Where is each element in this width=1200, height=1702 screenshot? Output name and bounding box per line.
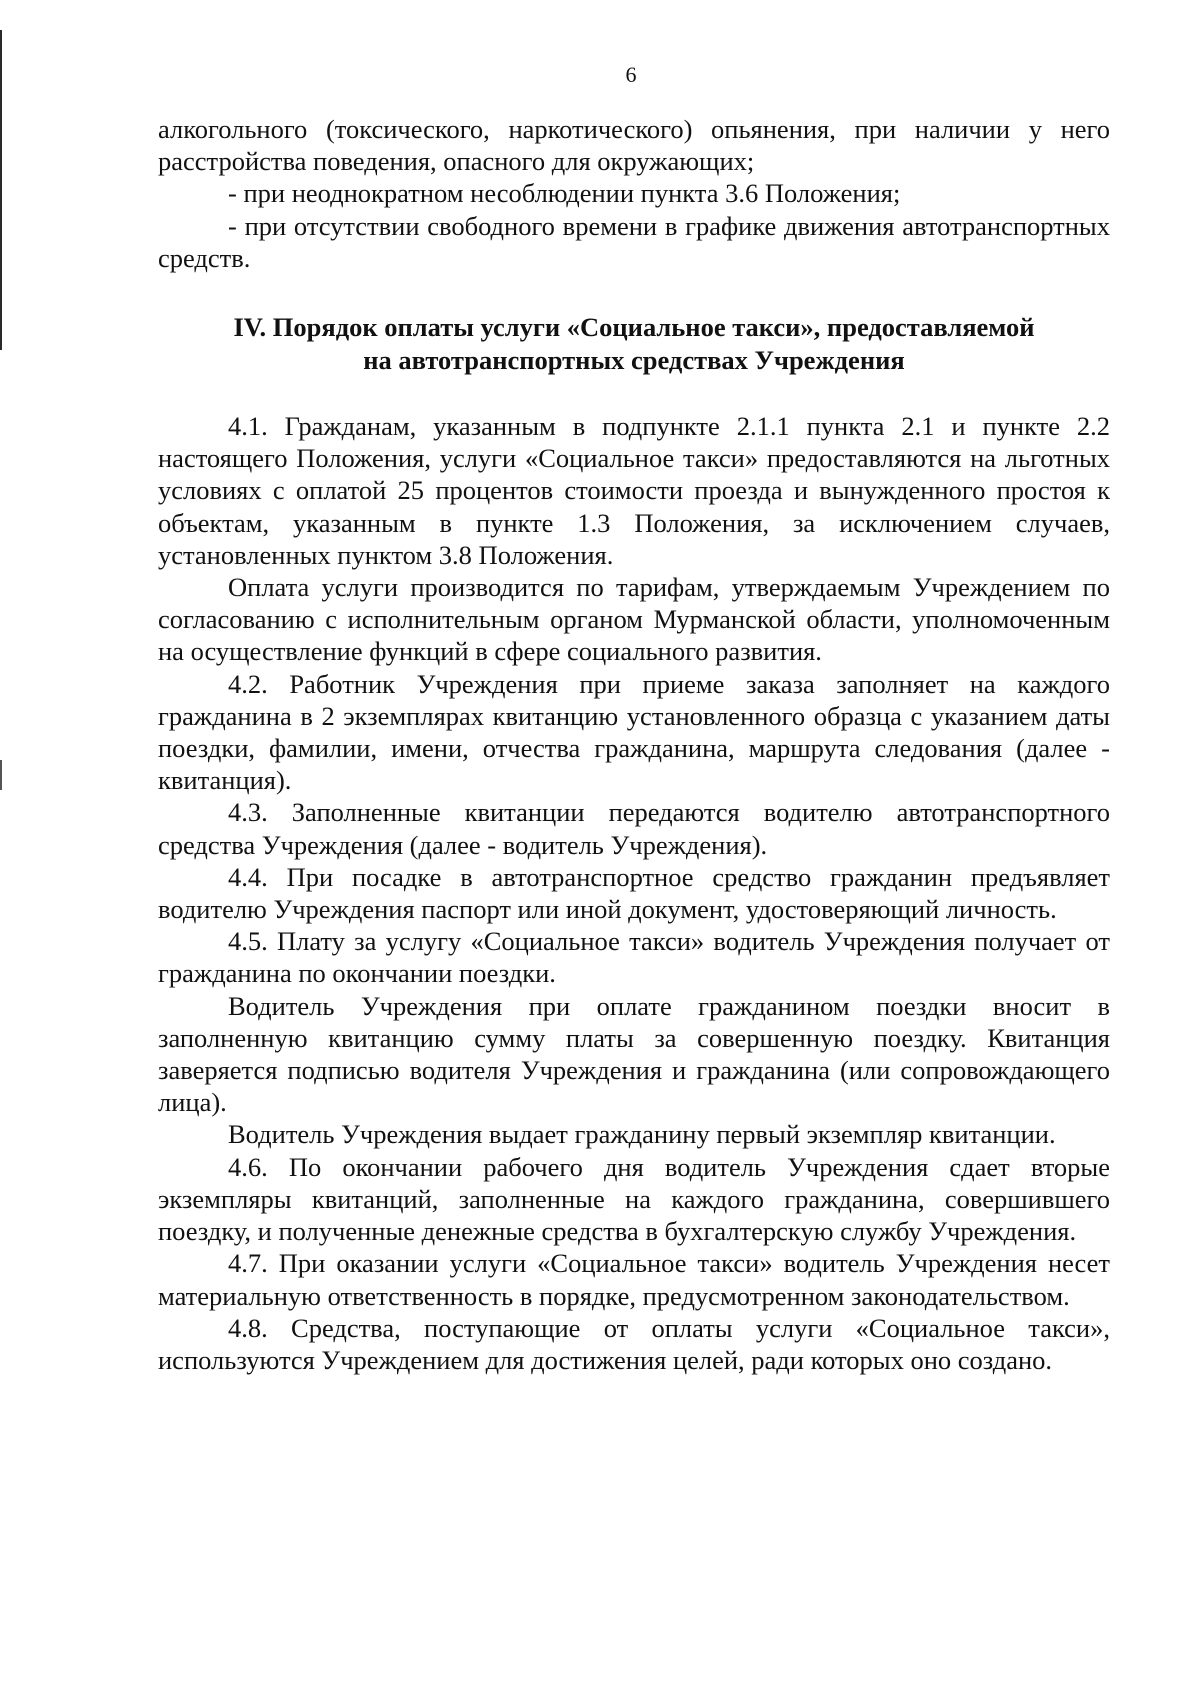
page-number: 6 bbox=[625, 62, 637, 87]
section-heading bbox=[158, 311, 1110, 377]
section-heading-line: IV. Порядок оплаты услуги «Социальное такси», предоставляемой bbox=[233, 312, 1035, 343]
paragraph-4-3: 4.3. Заполненные квитанции передаются водителю автотранспортного средства Учреждения (далее - водитель Учреждения). bbox=[158, 797, 1110, 860]
paragraph-4-8: 4.8. Средства, поступающие от оплаты услуги «Социальное такси», используются Учреждением для достижения целей, ради которых оно создано. bbox=[158, 1312, 1110, 1375]
list-item: - при отсутствии свободного времени в графике движения автотранспортных средств. bbox=[158, 210, 1110, 273]
paragraph: Оплата услуги производится по тарифам, утверждаемым Учреждением по согласованию с исполнительным органом Мурманской области, уполномоченным на осуществление функций в сфере социального развития. bbox=[158, 572, 1110, 667]
paragraph-4-5: 4.5. Плату за услугу «Социальное такси» водитель Учреждения получает от гражданина по окончании поездки. bbox=[158, 926, 1110, 989]
list-item: - при неоднократном несоблюдении пункта 3.6 Положения; bbox=[228, 178, 901, 209]
paragraph: алкогольного (токсического, наркотического) опьянения, при наличии у него расстройства поведения, опасного для окружающих; bbox=[158, 114, 1110, 177]
paragraph-4-4: 4.4. При посадке в автотранспортное средство гражданин предъявляет водителю Учреждения паспорт или иной документ, удостоверяющий личность. bbox=[158, 861, 1110, 925]
paragraph: Водитель Учреждения при оплате гражданином поездки вносит в заполненную квитанцию сумму платы за совершенную поездку. Квитанция заверяется подписью водителя Учреждения и гражданина (или сопровождающего лица). bbox=[158, 990, 1110, 1118]
paragraph-4-2: 4.2. Работник Учреждения при приеме заказа заполняет на каждого гражданина в 2 экземплярах квитанцию установленного образца с указанием даты поездки, фамилии, имени, отчества гражданина, маршрута следования (далее - квитанция). bbox=[158, 668, 1110, 796]
scan-edge-mark bbox=[0, 760, 2, 790]
paragraph: Водитель Учреждения выдает гражданину первый экземпляр квитанции. bbox=[228, 1119, 1056, 1150]
document-body bbox=[158, 113, 1110, 1376]
paragraph-4-7: 4.7. При оказании услуги «Социальное такси» водитель Учреждения несет материальную ответственность в порядке, предусмотренном законодательством. bbox=[158, 1248, 1110, 1311]
section-heading-line: на автотранспортных средствах Учреждения bbox=[363, 345, 905, 376]
paragraph-4-6: 4.6. По окончании рабочего дня водитель Учреждения сдает вторые экземпляры квитанций, заполненные на каждого гражданина, совершившего поездку, и полученные денежные средства в бухгалтерскую службу Учреждения. bbox=[158, 1151, 1110, 1247]
paragraph-4-1: 4.1. Гражданам, указанным в подпункте 2.1.1 пункта 2.1 и пункте 2.2 настоящего Положения, услуги «Социальное такси» предоставляются на льготных условиях с оплатой 25 процентов стоимости проезда и вынужденного простоя к объектам, указанным в пункте 1.3 Положения, за исключением случаев, установленных пунктом 3.8 Положения. bbox=[158, 411, 1110, 570]
